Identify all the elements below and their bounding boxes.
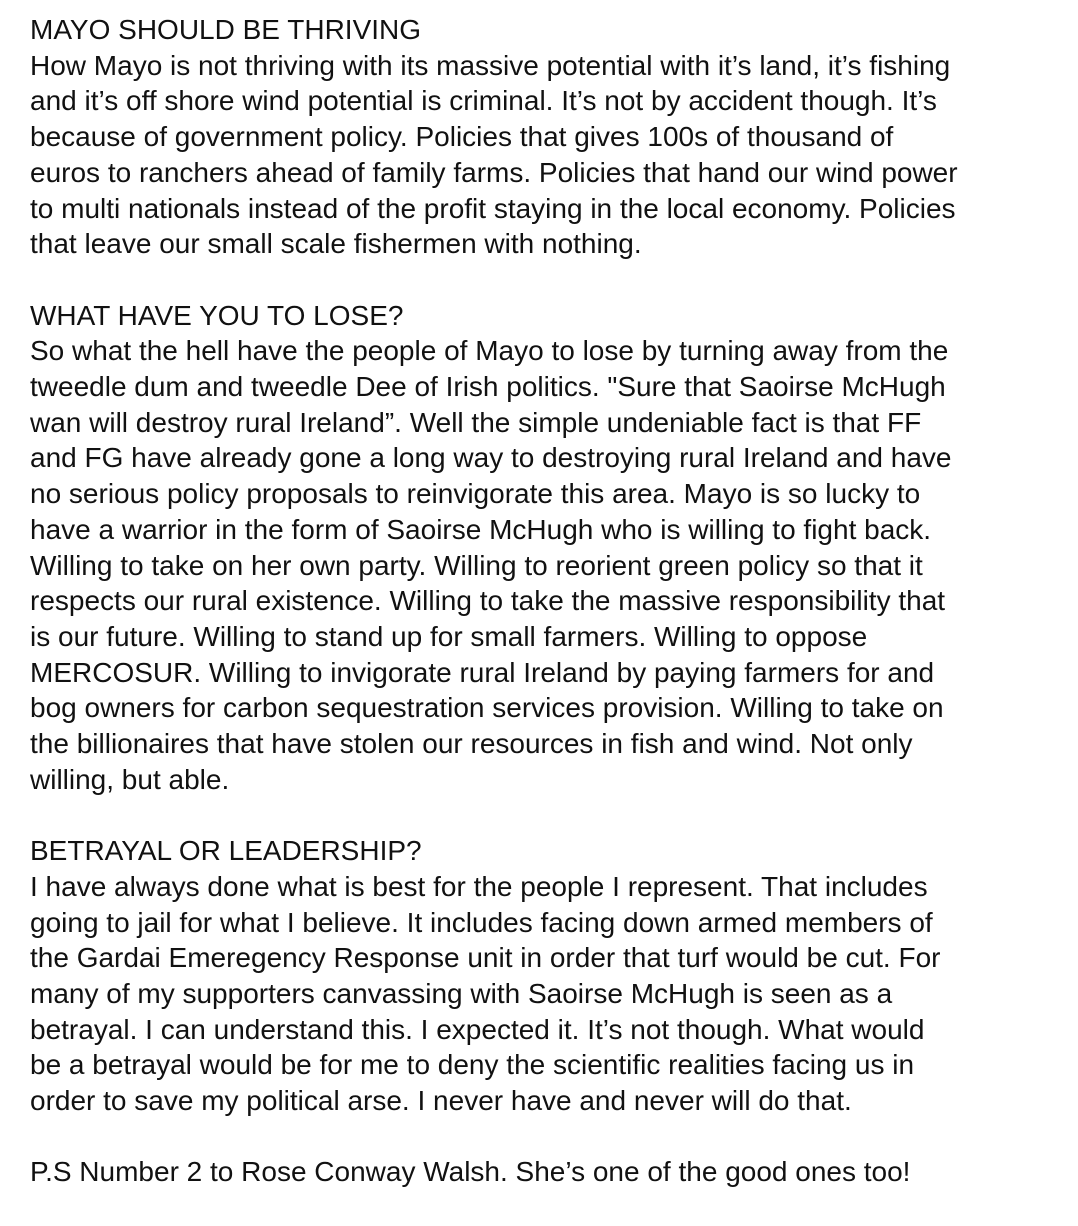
text-line: MERCOSUR. Willing to invigorate rural Ireland by paying farmers for and [30, 656, 935, 688]
text-line: tweedle dum and tweedle Dee of Irish politics. "Sure that Saoirse McHugh [30, 371, 946, 403]
text-line: because of government policy. Policies that gives 100s of thousand of [30, 121, 894, 153]
text-line: and FG have already gone a long way to destroying rural Ireland and have [30, 442, 952, 474]
text-line: is our future. Willing to stand up for small farmers. Willing to oppose [30, 620, 868, 652]
section-heading: BETRAYAL OR LEADERSHIP? [30, 835, 422, 867]
text-line: the Gardai Emeregency Response unit in order that turf would be cut. For [30, 942, 941, 974]
section-heading: WHAT HAVE YOU TO LOSE? [30, 299, 404, 331]
statement-document [30, 12, 1070, 1226]
section-betrayal-leadership [30, 833, 1070, 1119]
section-mayo-thriving [30, 12, 1070, 262]
text-line: willing, but able. [30, 763, 230, 795]
text-line: be a betrayal would be for me to deny the scientific realities facing us in [30, 1049, 915, 1081]
text-line: have a warrior in the form of Saoirse McHugh who is willing to fight back. [30, 513, 932, 545]
text-line: betrayal. I can understand this. I expected it. It’s not though. What would [30, 1013, 925, 1045]
text-line: euros to ranchers ahead of family farms. Policies that hand our wind power [30, 156, 958, 188]
text-line: So what the hell have the people of Mayo to lose by turning away from the [30, 335, 949, 367]
text-line: the billionaires that have stolen our resources in fish and wind. Not only [30, 728, 913, 760]
text-line: that leave our small scale fishermen with nothing. [30, 228, 642, 260]
text-line: to multi nationals instead of the profit staying in the local economy. Policies [30, 192, 956, 224]
text-line: order to save my political arse. I never have and never will do that. [30, 1085, 852, 1117]
text-line: and it’s off shore wind potential is criminal. It’s not by accident though. It’s [30, 85, 937, 117]
text-line: Willing to take on her own party. Willing to reorient green policy so that it [30, 549, 923, 581]
text-line: How Mayo is not thriving with its massive potential with it’s land, it’s fishing [30, 49, 951, 81]
text-line: going to jail for what I believe. It includes facing down armed members of [30, 906, 933, 938]
text-line: I have always done what is best for the people I represent. That includes [30, 870, 928, 902]
text-line: wan will destroy rural Ireland”. Well the simple undeniable fact is that FF [30, 406, 922, 438]
text-line: no serious policy proposals to reinvigorate this area. Mayo is so lucky to [30, 478, 921, 510]
section-what-to-lose [30, 298, 1070, 798]
text-line: many of my supporters canvassing with Saoirse McHugh is seen as a [30, 977, 893, 1009]
text-line: respects our rural existence. Willing to take the massive responsibility that [30, 585, 946, 617]
text-line: bog owners for carbon sequestration services provision. Willing to take on [30, 692, 944, 724]
postscript: P.S Number 2 to Rose Conway Walsh. She’s one of the good ones too! [30, 1156, 911, 1188]
section-heading: MAYO SHOULD BE THRIVING [30, 14, 422, 45]
postscript-section [30, 1154, 1070, 1190]
